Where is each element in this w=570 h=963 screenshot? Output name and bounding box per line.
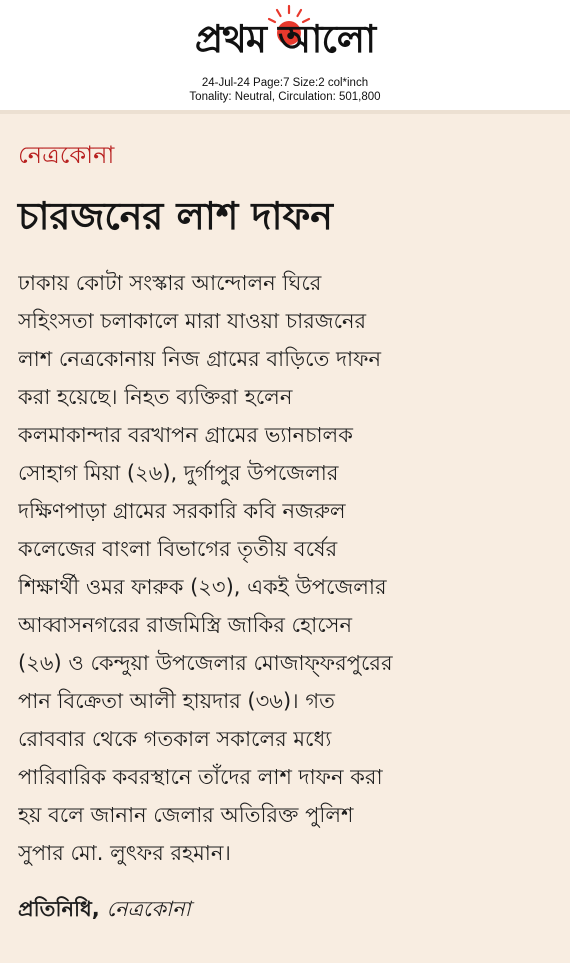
body-line: লাশ নেত্রকোনায় নিজ গ্রামের বাড়িতে দাফন <box>18 347 382 371</box>
prothom-alo-logo <box>150 4 420 70</box>
body-line: শিক্ষার্থী ওমর ফারুক (২৩), একই উপজেলার <box>18 575 387 599</box>
logo-text: প্রথম আলো <box>194 17 376 61</box>
clipping-meta-date-page: 24-Jul-24 Page:7 Size:2 col*inch <box>201 77 369 89</box>
masthead <box>0 0 570 110</box>
body-line: কলমাকান্দার বরখাপন গ্রামের ভ্যানচালক <box>18 423 353 447</box>
body-line: সহিংসতা চলাকালে মারা যাওয়া চারজনের <box>18 309 367 333</box>
body-line: করা হয়েছে। নিহত ব্যক্তিরা হলেন <box>18 385 293 409</box>
body-line: দক্ষিণপাড়া গ্রামের সরকারি কবি নজরুল <box>18 499 346 523</box>
body-line: পান বিক্রেতা আলী হায়দার (৩৬)। গত <box>18 689 335 713</box>
byline-location: নেত্রকোনা <box>106 897 191 921</box>
byline <box>18 890 191 928</box>
body-line: কলেজের বাংলা বিভাগের তৃতীয় বর্ষের <box>18 537 338 561</box>
headline: চারজনের লাশ দাফন <box>18 194 333 238</box>
byline-name: প্রতিনিধি, <box>18 897 100 921</box>
body-line: ঢাকায় কোটা সংস্কার আন্দোলন ঘিরে <box>18 271 322 295</box>
body-line: রোববার থেকে গতকাল সকালের মধ্যে <box>18 727 332 751</box>
news-clipping <box>0 110 570 963</box>
article-body <box>18 264 558 872</box>
body-line: হয় বলে জানান জেলার অতিরিক্ত পুলিশ <box>18 803 354 827</box>
clipping-meta-tonality: Tonality: Neutral, Circulation: 501,800 <box>189 91 381 103</box>
body-line: সুপার মো. লুৎফর রহমান। <box>18 841 231 865</box>
body-line: (২৬) ও কেন্দুয়া উপজেলার মোজাফ্ফরপুরের <box>18 651 393 675</box>
body-line: সোহাগ মিয়া (২৬), দুর্গাপুর উপজেলার <box>18 461 339 485</box>
body-line: আব্বাসনগরের রাজমিস্ত্রি জাকির হোসেন <box>18 613 353 637</box>
clipping-edge <box>0 110 570 114</box>
dateline-location: নেত্রকোনা <box>18 141 115 169</box>
body-line: পারিবারিক কবরস্থানে তাঁদের লাশ দাফন করা <box>18 765 383 789</box>
